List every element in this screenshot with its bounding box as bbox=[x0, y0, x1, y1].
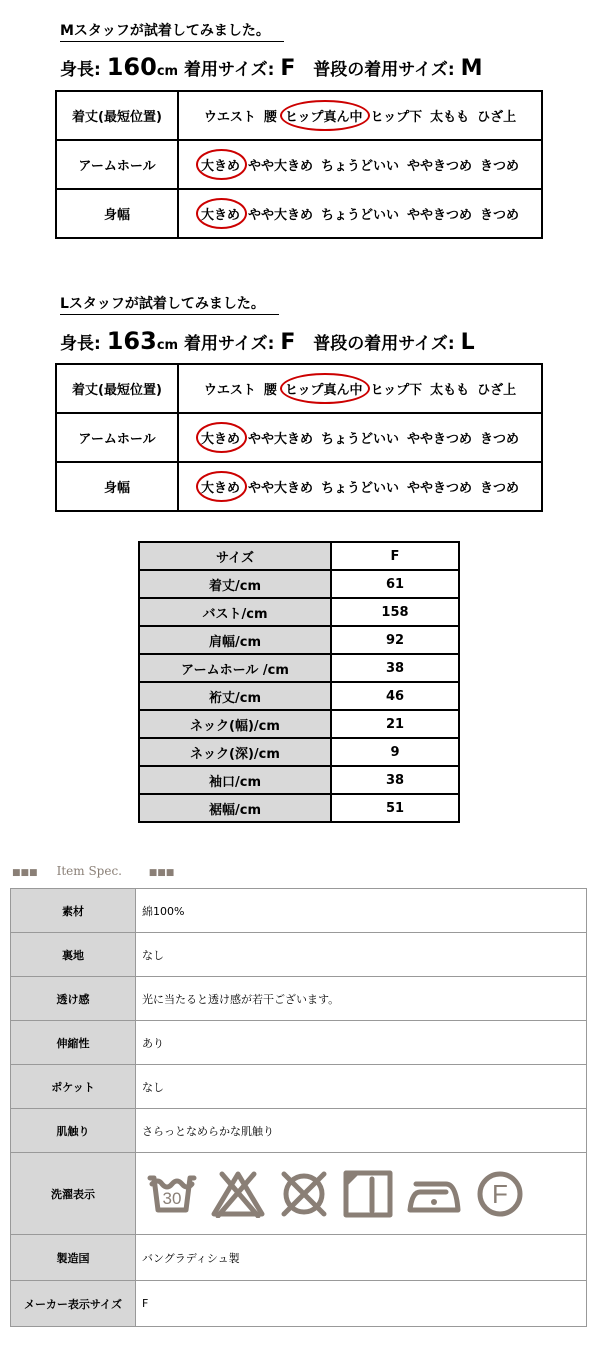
fit-option: やや大きめ bbox=[247, 432, 313, 447]
size-chart-key: バスト/cm bbox=[139, 598, 331, 626]
fit-option: ウエスト bbox=[203, 110, 256, 125]
size-chart-key: 袖口/cm bbox=[139, 766, 331, 794]
fit-row bbox=[56, 91, 542, 140]
size-chart-row bbox=[139, 598, 459, 626]
size-chart-row bbox=[139, 794, 459, 822]
svg-text:F: F bbox=[492, 1178, 508, 1209]
fit-row-label: アームホール bbox=[56, 413, 178, 462]
fit-row-label: 着丈(最短位置) bbox=[56, 91, 178, 140]
fit-option: きつめ bbox=[480, 208, 520, 223]
size-chart-key: 裾幅/cm bbox=[139, 794, 331, 822]
spec-row bbox=[11, 1109, 587, 1153]
size-chart-value: 46 bbox=[331, 682, 459, 710]
fit-option: ややきつめ bbox=[407, 159, 473, 174]
heading-marks-left: ■■■ bbox=[12, 868, 38, 878]
fit-row-options bbox=[178, 189, 542, 238]
spec-key: 素材 bbox=[11, 889, 136, 933]
fit-option: やや大きめ bbox=[247, 481, 313, 496]
height-label: 身長: bbox=[60, 334, 101, 354]
spec-value bbox=[136, 1153, 587, 1235]
usual-size-value: M bbox=[460, 56, 483, 81]
spec-value: あり bbox=[136, 1021, 587, 1065]
svg-text:30: 30 bbox=[162, 1188, 182, 1208]
usual-size-label: 普段の着用サイズ: bbox=[313, 60, 455, 80]
spec-key: 裏地 bbox=[11, 933, 136, 977]
size-chart-key: アームホール /cm bbox=[139, 654, 331, 682]
fit-option: ひざ上 bbox=[477, 110, 517, 125]
spec-value: 綿100% bbox=[136, 889, 587, 933]
care-icons bbox=[142, 1169, 580, 1219]
size-chart-row bbox=[139, 654, 459, 682]
fit-option: 太もも bbox=[430, 110, 470, 125]
spec-key: メーカー表示サイズ bbox=[11, 1281, 136, 1327]
iron-low-icon bbox=[406, 1170, 462, 1218]
size-label: 着用サイズ: bbox=[184, 334, 275, 354]
spec-value: F bbox=[136, 1281, 587, 1327]
size-chart-value: 51 bbox=[331, 794, 459, 822]
fit-row-label: アームホール bbox=[56, 140, 178, 189]
size-chart-row bbox=[139, 626, 459, 654]
size-chart-value: 38 bbox=[331, 654, 459, 682]
spec-row bbox=[11, 1153, 587, 1235]
spec-key: 肌触り bbox=[11, 1109, 136, 1153]
fit-row-label: 身幅 bbox=[56, 189, 178, 238]
staff-m-fit-table bbox=[55, 90, 543, 239]
size-chart-key: 裄丈/cm bbox=[139, 682, 331, 710]
fit-row-options bbox=[178, 462, 542, 511]
fit-option-selected: ヒップ真ん中 bbox=[281, 379, 367, 398]
size-chart-row bbox=[139, 710, 459, 738]
spec-value: バングラディシュ製 bbox=[136, 1235, 587, 1281]
size-chart-value: 9 bbox=[331, 738, 459, 766]
spec-key: 洗濯表示 bbox=[11, 1153, 136, 1235]
size-chart-value: 92 bbox=[331, 626, 459, 654]
size-label: 着用サイズ: bbox=[184, 60, 275, 80]
item-spec-title: Item Spec. bbox=[56, 864, 122, 878]
height-unit: cm bbox=[156, 338, 179, 353]
fit-option: ややきつめ bbox=[407, 432, 473, 447]
fit-option-selected: ヒップ真ん中 bbox=[281, 106, 367, 125]
usual-size-label: 普段の着用サイズ: bbox=[313, 334, 455, 354]
spec-value: なし bbox=[136, 1065, 587, 1109]
fit-option: やや大きめ bbox=[247, 159, 313, 174]
fit-option: ややきつめ bbox=[407, 481, 473, 496]
fit-option: 腰 bbox=[263, 383, 277, 398]
spec-row bbox=[11, 977, 587, 1021]
size-chart-table bbox=[138, 541, 460, 823]
staff-m-title: Mスタッフが試着してみました。 bbox=[60, 20, 284, 42]
fit-option: きつめ bbox=[480, 432, 520, 447]
fit-option: ちょうどいい bbox=[320, 159, 399, 174]
fit-row-label: 身幅 bbox=[56, 462, 178, 511]
size-chart-value: F bbox=[331, 542, 459, 570]
fit-option-selected: 大きめ bbox=[197, 155, 244, 174]
fit-row-options bbox=[178, 91, 542, 140]
spec-key: 伸縮性 bbox=[11, 1021, 136, 1065]
staff-l-title: Lスタッフが試着してみました。 bbox=[60, 293, 279, 315]
staff-m-stats bbox=[60, 53, 482, 81]
fit-option: ややきつめ bbox=[407, 208, 473, 223]
fit-row bbox=[56, 413, 542, 462]
spec-row bbox=[11, 933, 587, 977]
spec-value: さらっとなめらかな肌触り bbox=[136, 1109, 587, 1153]
spec-row bbox=[11, 1065, 587, 1109]
size-chart-value: 21 bbox=[331, 710, 459, 738]
size-chart-key: ネック(深)/cm bbox=[139, 738, 331, 766]
height-value: 160 bbox=[106, 53, 157, 81]
fit-row bbox=[56, 462, 542, 511]
size-chart-key: 肩幅/cm bbox=[139, 626, 331, 654]
usual-size-value: L bbox=[460, 330, 475, 355]
size-chart-row bbox=[139, 682, 459, 710]
fit-row-options bbox=[178, 364, 542, 413]
fit-row-options bbox=[178, 413, 542, 462]
height-label: 身長: bbox=[60, 60, 101, 80]
fit-option: きつめ bbox=[480, 159, 520, 174]
height-unit: cm bbox=[156, 64, 179, 79]
fit-option: ちょうどいい bbox=[320, 208, 399, 223]
line-dry-shade-icon bbox=[342, 1169, 394, 1219]
fit-row-label: 着丈(最短位置) bbox=[56, 364, 178, 413]
item-spec-table bbox=[10, 888, 587, 1327]
fit-row bbox=[56, 189, 542, 238]
spec-row bbox=[11, 1281, 587, 1327]
size-chart-key: ネック(幅)/cm bbox=[139, 710, 331, 738]
no-tumble-dry-icon bbox=[278, 1170, 330, 1218]
size-chart-row bbox=[139, 570, 459, 598]
fit-option: 太もも bbox=[430, 383, 470, 398]
fit-option: きつめ bbox=[480, 481, 520, 496]
heading-marks-right: ■■■ bbox=[148, 868, 175, 878]
size-chart-header bbox=[139, 542, 459, 570]
spec-row bbox=[11, 889, 587, 933]
fit-option: ちょうどいい bbox=[320, 481, 399, 496]
fit-option: やや大きめ bbox=[247, 208, 313, 223]
fit-option-selected: 大きめ bbox=[197, 428, 244, 447]
fit-option: ヒップ下 bbox=[370, 110, 423, 125]
fit-row bbox=[56, 140, 542, 189]
spec-row bbox=[11, 1235, 587, 1281]
size-chart-value: 38 bbox=[331, 766, 459, 794]
fit-option: ひざ上 bbox=[477, 383, 517, 398]
fit-option-selected: 大きめ bbox=[197, 204, 244, 223]
size-chart-key: サイズ bbox=[139, 542, 331, 570]
fit-option-selected: 大きめ bbox=[197, 477, 244, 496]
staff-l-fit-table bbox=[55, 363, 543, 512]
spec-key: 透け感 bbox=[11, 977, 136, 1021]
no-bleach-icon bbox=[210, 1170, 266, 1218]
fit-row bbox=[56, 364, 542, 413]
staff-l-stats bbox=[60, 327, 475, 355]
fit-option: ウエスト bbox=[203, 383, 256, 398]
size-chart-row bbox=[139, 738, 459, 766]
size-chart-key: 着丈/cm bbox=[139, 570, 331, 598]
spec-key: 製造国 bbox=[11, 1235, 136, 1281]
fit-row-options bbox=[178, 140, 542, 189]
fit-option: ちょうどいい bbox=[320, 432, 399, 447]
dry-clean-f-icon bbox=[474, 1170, 526, 1218]
size-chart-row bbox=[139, 766, 459, 794]
size-chart-value: 61 bbox=[331, 570, 459, 598]
fit-option: 腰 bbox=[263, 110, 277, 125]
size-chart-value: 158 bbox=[331, 598, 459, 626]
size-value: F bbox=[280, 56, 296, 81]
height-value: 163 bbox=[106, 327, 157, 355]
wash-30-icon bbox=[146, 1170, 198, 1218]
item-spec-heading bbox=[12, 864, 174, 878]
fit-option: ヒップ下 bbox=[370, 383, 423, 398]
size-value: F bbox=[280, 330, 296, 355]
spec-row bbox=[11, 1021, 587, 1065]
spec-value: なし bbox=[136, 933, 587, 977]
spec-value: 光に当たると透け感が若干ございます。 bbox=[136, 977, 587, 1021]
spec-key: ポケット bbox=[11, 1065, 136, 1109]
